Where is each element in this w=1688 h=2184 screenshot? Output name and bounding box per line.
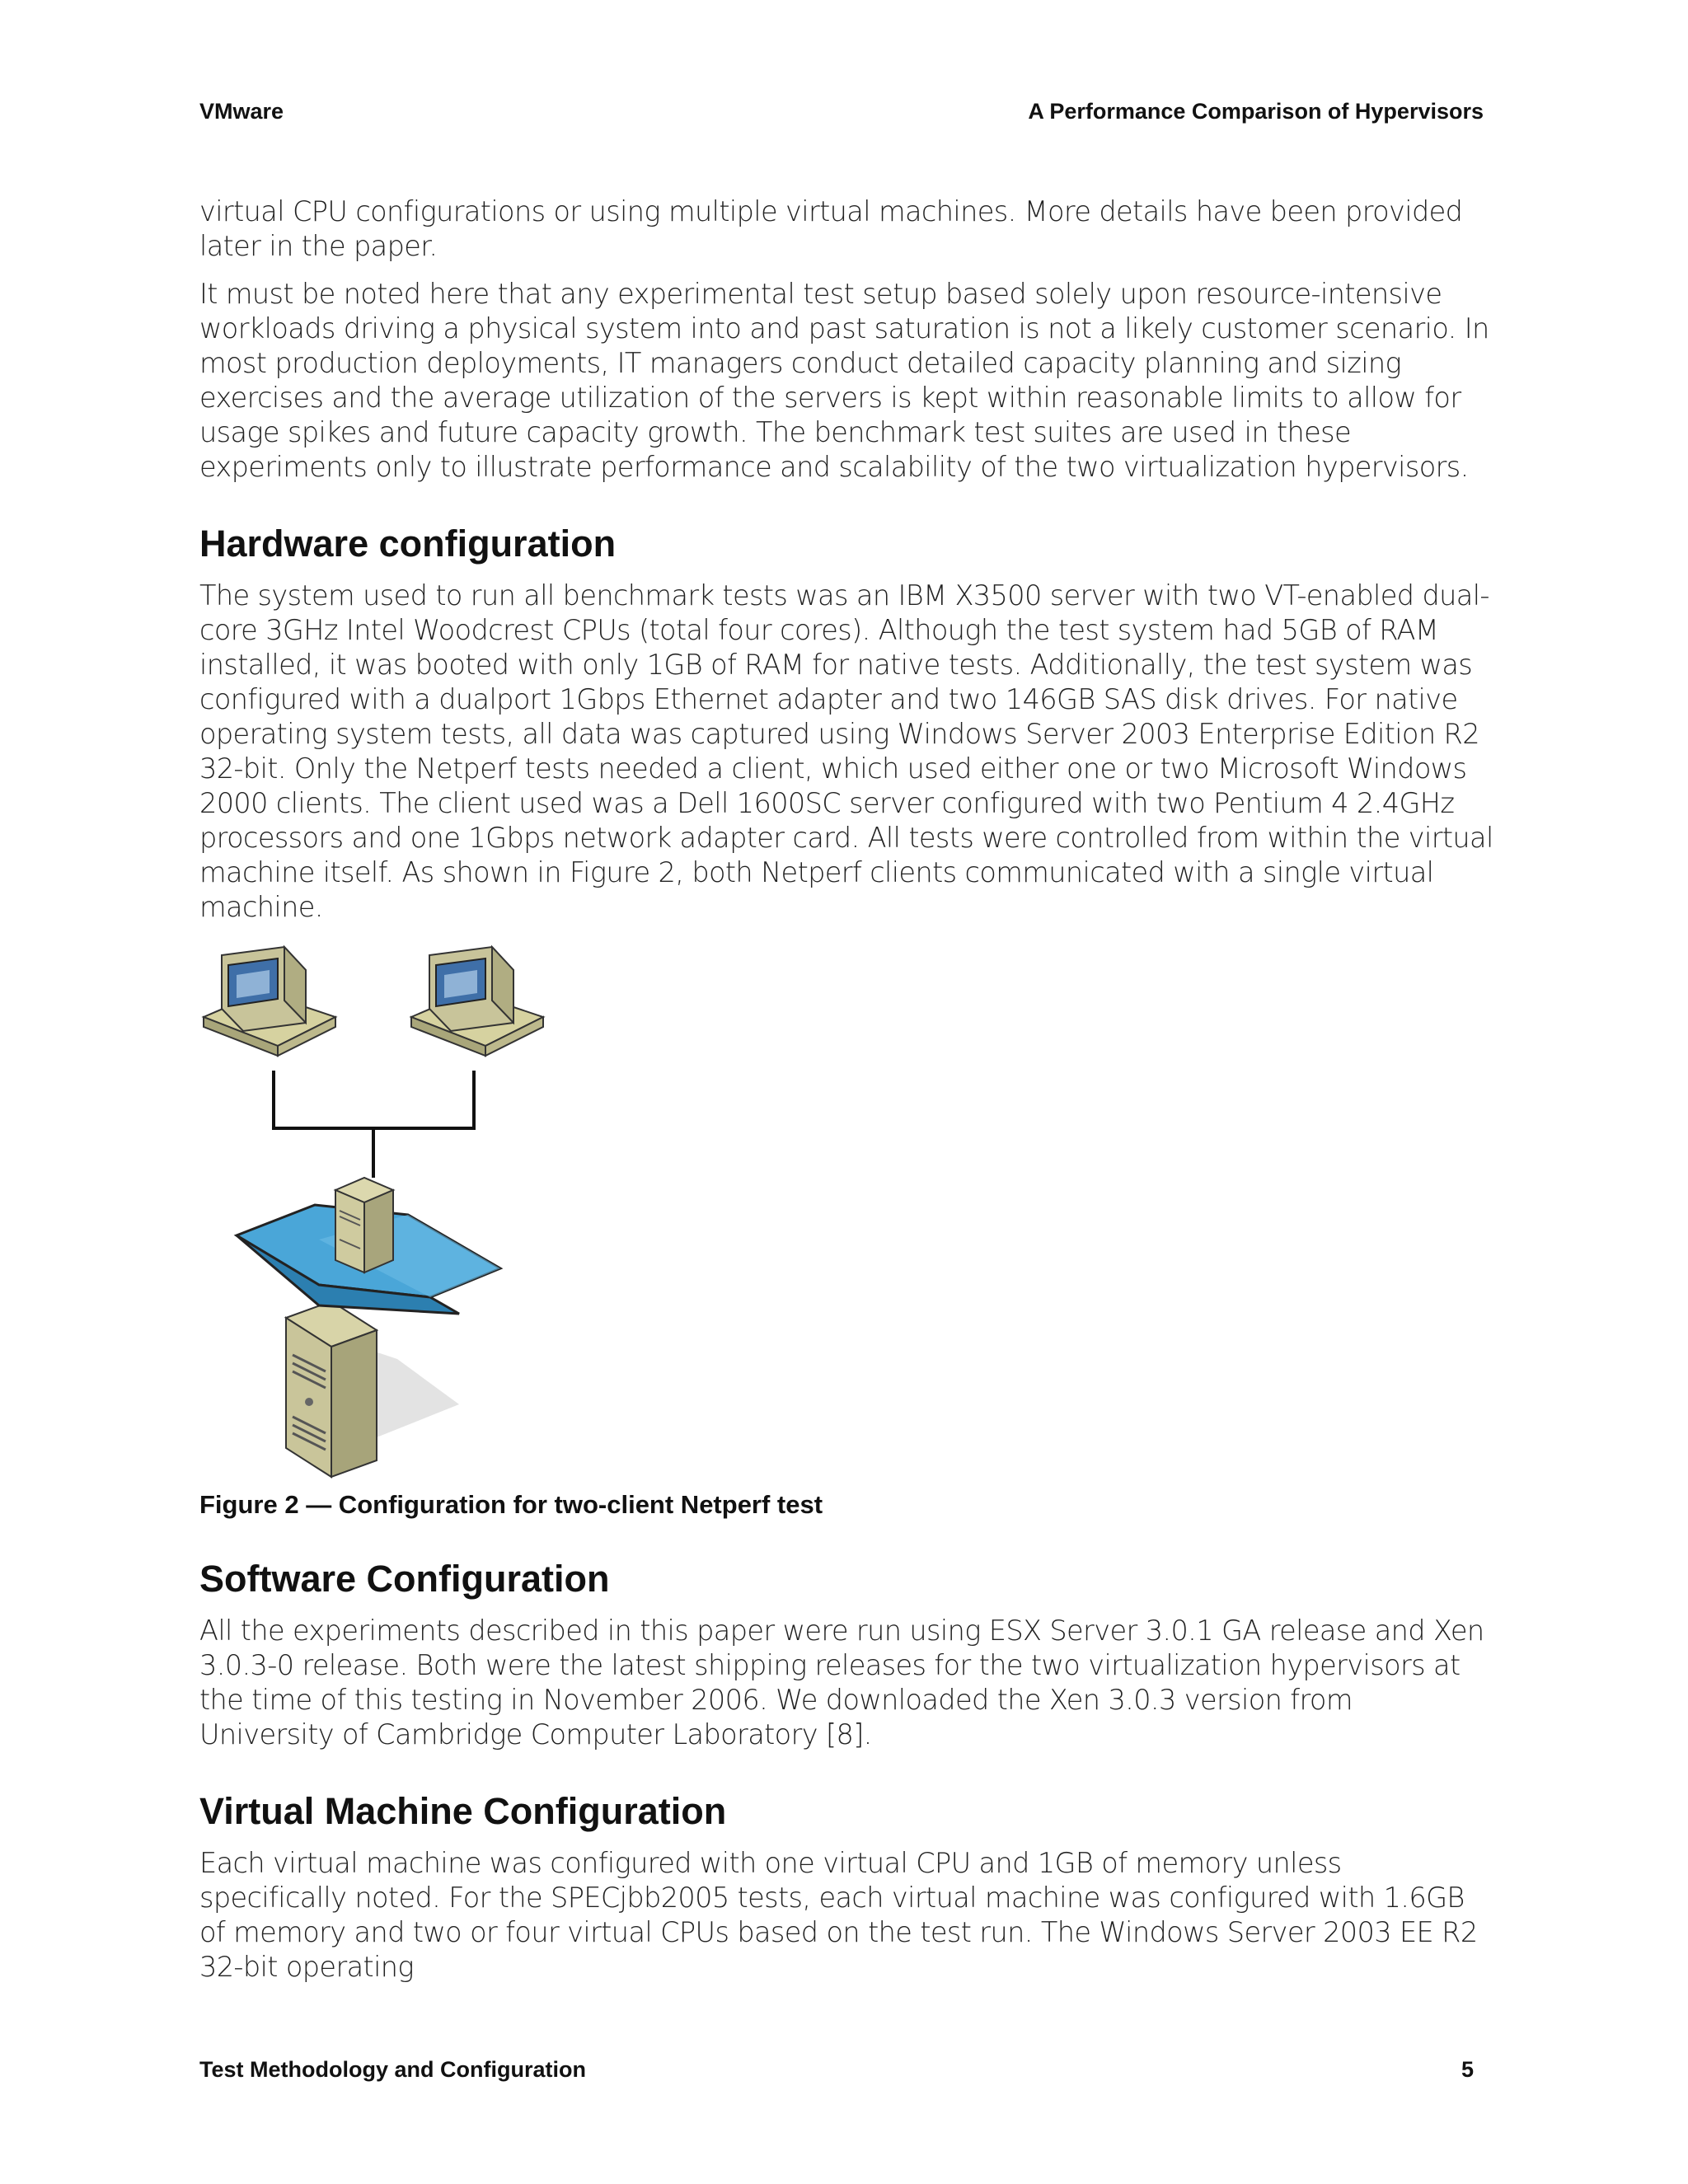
page-footer [199,2057,1474,2083]
software-heading: Software Configuration [199,1558,610,1600]
client-computer-icon [204,947,335,1056]
page-header [199,99,1484,124]
footer-section-title: Test Methodology and Configuration [199,2057,586,2082]
header-left: VMware [199,99,284,124]
hardware-heading: Hardware configuration [199,523,617,565]
hardware-paragraph: The system used to run all benchmark tests was an IBM X3500 server with two VT-enabled dual-core 3GHz Intel Woodcrest CPUs (total four cores). Although the test system had 5GB of RAM installed, it was booted with only 1GB of RAM for native tests. Additionally, the test system was configured with a dualport 1Gbps Ethernet adapter and two 146GB SAS disk drives. For native operating system tests, all data was captured using Windows Server 2003 Enterprise Edition R2 32-bit. Only the Netperf tests needed a client, which used either one or two Microsoft Windows 2000 clients. The client used was a Dell 1600SC server configured with two Pentium 4 2.4GHz processors and one 1Gbps network adapter card. All tests were controlled from within the virtual machine itself. As shown in Figure 2, both Netperf clients communicated with a single virtual machine. [199,579,1493,923]
software-paragraph: All the experiments described in this paper were run using ESX Server 3.0.1 GA release and Xen 3.0.3-0 release. Both were the latest shipping releases for the two virtualization hypervisors at the time of this testing in November 2006. We downloaded the Xen 3.0.3 version from University of Cambridge Computer Laboratory [8]. [199,1615,1484,1750]
figure-caption: Figure 2 — Configuration for two-client Netperf test [199,1490,823,1519]
page-number: 5 [1461,2057,1474,2082]
virtual-machine-icon [335,1178,393,1272]
netperf-config-diagram [195,943,591,1487]
figure-2-diagram [195,943,591,1487]
vm-paragraph: Each virtual machine was configured with one virtual CPU and 1GB of memory unless specifically noted. For the SPECjbb2005 tests, each virtual machine was configured with 1.6GB of memory and two or four virtual CPUs based on the test run. The Windows Server 2003 EE R2 32-bit operating [199,1847,1478,1983]
network-lines [274,1071,474,1178]
intro-paragraph-2: It must be noted here that any experimental test setup based solely upon resource-intensive workloads driving a physical system into and past saturation is not a likely customer scenario. In most production deployments, IT managers conduct detailed capacity planning and sizing exercises and the average utilization of the servers is kept within reasonable limits to allow for usage spikes and future capacity growth. The benchmark test suites are used in these experiments only to illustrate performance and scalability of the two virtualization hypervisors. [199,278,1489,483]
page-content [199,194,1493,1998]
vm-heading: Virtual Machine Configuration [199,1790,727,1832]
physical-server-icon [286,1301,459,1477]
header-right: A Performance Comparison of Hypervisors [1028,99,1484,124]
client-computer-icon [411,947,543,1056]
intro-paragraph-1: virtual CPU configurations or using multiple virtual machines. More details have been provided later in the paper. [199,195,1463,262]
